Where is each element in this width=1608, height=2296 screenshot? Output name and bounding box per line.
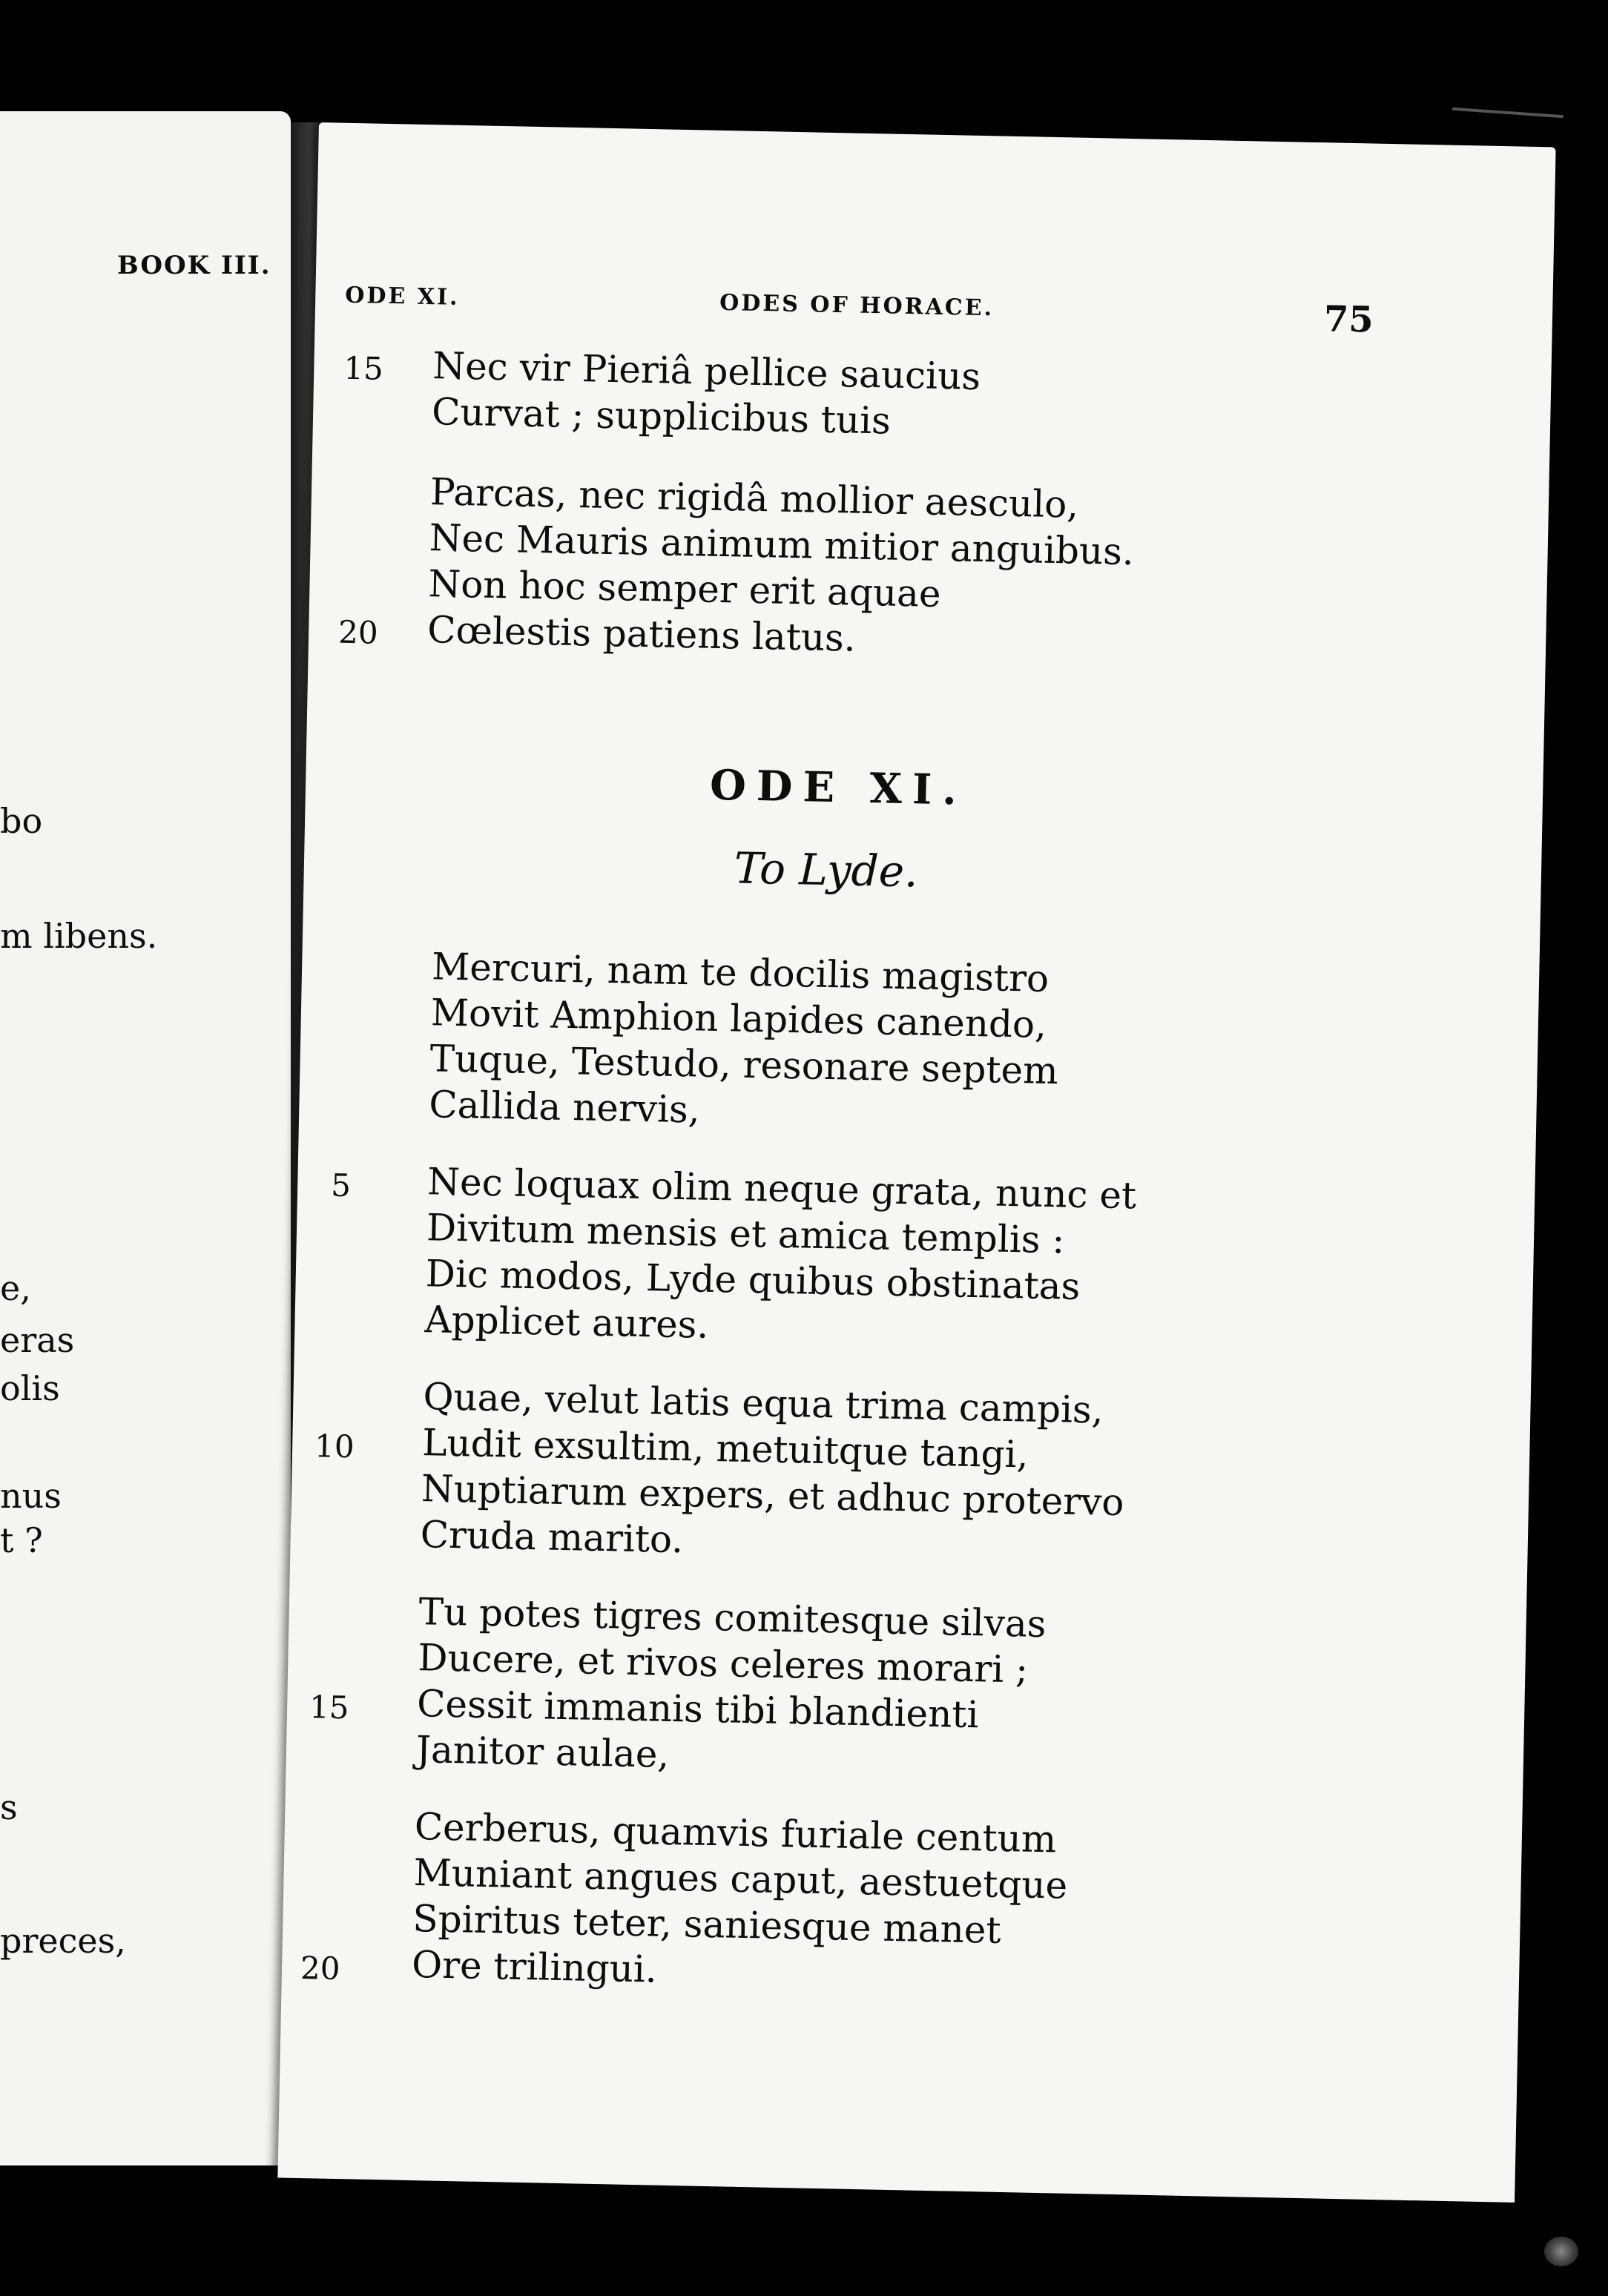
- verse-line: Ludit exsultim, metuitque tangi,: [421, 1421, 1029, 1477]
- verse-line: Nec Mauris animum mitior anguibus.: [429, 516, 1135, 574]
- verse-line: Tu potes tigres comitesque silvas: [418, 1590, 1047, 1646]
- left-fragment: bo: [0, 801, 43, 841]
- left-page: [0, 111, 291, 2165]
- verse-line: Tuque, Testudo, resonare septem: [429, 1037, 1059, 1093]
- verse-line: Spiritus teter, saniesque manet: [412, 1897, 1002, 1952]
- verse-line: Cruda marito.: [420, 1513, 684, 1562]
- left-fragment: t ?: [0, 1520, 43, 1560]
- line-number: 15: [343, 349, 384, 387]
- left-fragment: m libens.: [0, 916, 158, 956]
- verse-line: Mercuri, nam te docilis magistro: [431, 945, 1050, 1000]
- verse-line: Nec loquax olim neque grata, nunc et: [426, 1160, 1137, 1218]
- left-fragment: e,: [0, 1268, 31, 1308]
- verse-line: Nuptiarum expers, et adhuc protervo: [421, 1467, 1125, 1525]
- line-number: 10: [314, 1428, 355, 1465]
- left-fragment: olis: [0, 1368, 60, 1408]
- page-number: 75: [1323, 298, 1374, 341]
- verse-line: Parcas, nec rigidâ mollior aesculo,: [429, 470, 1079, 527]
- verse-line: Quae, velut latis equa trima campis,: [422, 1375, 1104, 1432]
- left-fragment: s: [0, 1787, 18, 1827]
- verse-line: Cœlestis patiens latus.: [426, 608, 857, 660]
- verse-line: Curvat ; supplicibus tuis: [431, 390, 892, 443]
- ode-title: ODE XI.: [709, 760, 968, 815]
- scan-scratch: [1452, 108, 1563, 118]
- verse-line: Ore trilingui.: [411, 1943, 658, 1991]
- scan-stain: [1544, 2237, 1578, 2266]
- verse-line: Non hoc semper erit aquae: [427, 562, 942, 616]
- verse-line: Ducere, et rivos celeres morari ;: [417, 1636, 1029, 1692]
- verse-line: Cerberus, quamvis furiale centum: [414, 1805, 1057, 1861]
- line-number: 20: [300, 1950, 340, 1987]
- verse-line: Divitum mensis et amica templis :: [426, 1206, 1065, 1262]
- running-head-center: ODES OF HORACE.: [719, 289, 995, 322]
- verse-line: Muniant angues caput, aestuetque: [413, 1851, 1068, 1907]
- right-page: [277, 122, 1555, 2203]
- left-fragment: preces,: [0, 1921, 126, 1961]
- verse-line: Callida nervis,: [428, 1083, 701, 1132]
- verse-line: Nec vir Pieriâ pellice saucius: [432, 344, 981, 398]
- verse-line: Janitor aulae,: [415, 1728, 670, 1776]
- verse-line: Cessit immanis tibi blandienti: [416, 1682, 980, 1737]
- left-fragment: nus: [0, 1476, 62, 1516]
- line-number: 15: [309, 1689, 350, 1726]
- verse-line: Dic modos, Lyde quibus obstinatas: [425, 1252, 1081, 1308]
- left-running-head: BOOK III.: [117, 251, 271, 280]
- line-number: 20: [337, 613, 379, 651]
- ode-subtitle: To Lyde.: [734, 842, 919, 897]
- line-number: 5: [330, 1167, 352, 1204]
- running-head-left: ODE XI.: [344, 282, 460, 311]
- left-fragment: eras: [0, 1320, 75, 1360]
- verse-line: Applicet aures.: [424, 1298, 709, 1347]
- verse-line: Movit Amphion lapides canendo,: [430, 991, 1047, 1046]
